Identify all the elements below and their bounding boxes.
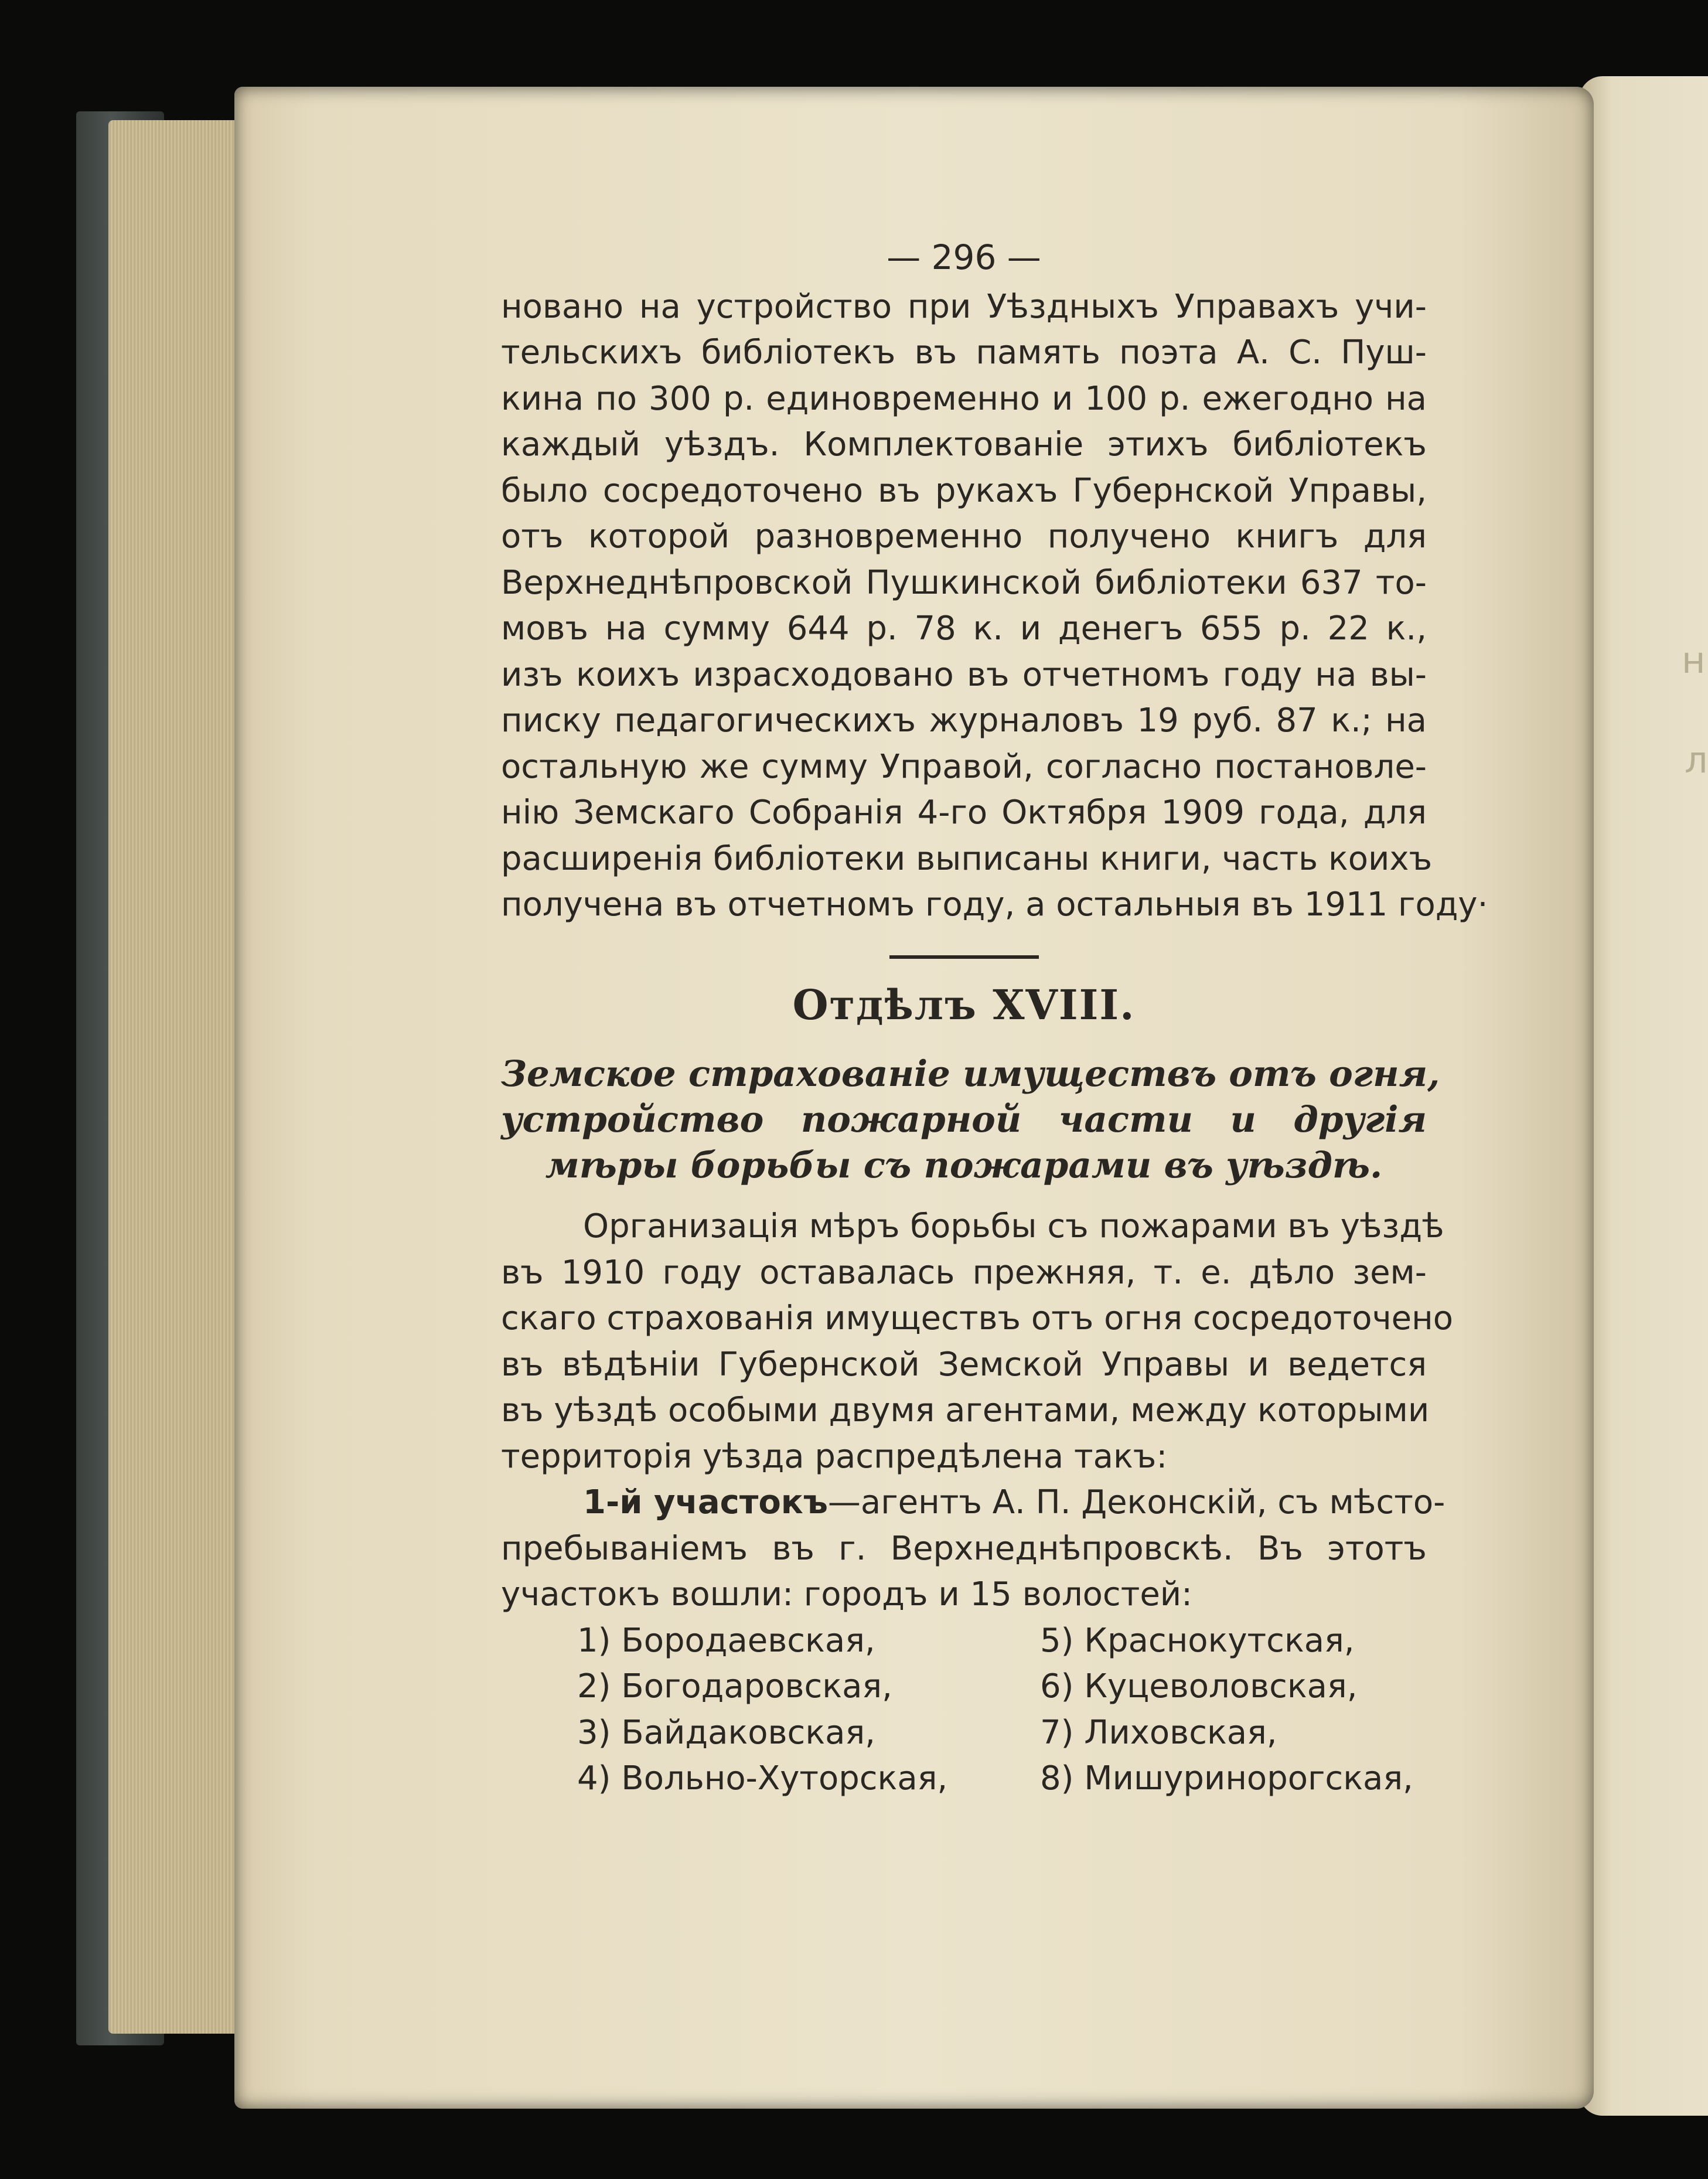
facing-page-fragment: [1579, 76, 1708, 2116]
list-item: 8) Мишуринорогская,: [1040, 1759, 1413, 1797]
subtitle-line: мѣры борьбы съ пожарами въ уѣздѣ.: [545, 1145, 1383, 1186]
text-line: въ вѣдѣніи Губернской Земской Управы и ведется: [501, 1345, 1427, 1384]
text-line: [501, 1480, 1446, 1526]
page-text: [501, 234, 1488, 1802]
text-line: отъ которой разновременно получено книгъ для: [501, 517, 1427, 556]
section-subtitle: [501, 1051, 1440, 1189]
text-line: остальную же сумму Управой, согласно постановле-: [501, 747, 1427, 786]
text-line: въ 1910 году оставалась прежняя, т. е. дѣло зем-: [501, 1253, 1427, 1292]
subtitle-line: устройство пожарной части и другія: [501, 1099, 1427, 1140]
text-line: нію Земскаго Собранія 4-го Октября 1909 года, для: [501, 794, 1427, 832]
facing-page-letter: л: [1685, 738, 1708, 781]
text-line: въ уѣздѣ особыми двумя агентами, между которыми: [501, 1391, 1430, 1429]
text-line: Организація мѣръ борьбы съ пожарами въ уѣздѣ: [583, 1207, 1444, 1245]
list-item: 5) Краснокутская,: [1040, 1621, 1355, 1660]
list-item: 2) Богодаровская,: [577, 1667, 892, 1705]
subtitle-line: Земское страхованіе имуществъ отъ огня,: [501, 1053, 1440, 1095]
page-edges: [108, 120, 255, 2034]
list-item: 4) Вольно-Хуторская,: [577, 1759, 948, 1797]
text-line: участокъ вошли: городъ и 15 волостей:: [501, 1575, 1193, 1613]
list-item: 1) Бородаевская,: [577, 1621, 875, 1660]
section-title: Отдѣлъ XVIII.: [792, 980, 1136, 1029]
paragraph-1: [501, 284, 1488, 928]
line-rest: —агентъ А. П. Деконскій, съ мѣсто-: [827, 1483, 1446, 1521]
text-line: Верхнеднѣпровской Пушкинской библіотеки 637 то-: [501, 563, 1427, 602]
paragraph-2: [501, 1204, 1453, 1480]
list-item: 7) Лиховская,: [1040, 1713, 1277, 1752]
list-item: 3) Байдаковская,: [577, 1713, 875, 1752]
page-number: — 296 —: [887, 237, 1041, 277]
text-line: каждый уѣздъ. Комплектованіе этихъ библіотекъ: [501, 425, 1427, 464]
text-line: писку педагогическихъ журналовъ 19 руб. 87 к.; на: [501, 702, 1427, 740]
text-line: изъ коихъ израсходовано въ отчетномъ году на вы-: [501, 655, 1427, 694]
facing-page-letter: н: [1682, 639, 1706, 682]
text-line: было сосредоточено въ рукахъ Губернской Управы,: [501, 471, 1427, 510]
text-line: кина по 300 р. единовременно и 100 р. ежегодно на: [501, 379, 1427, 418]
district-lead: 1-й участокъ: [583, 1483, 828, 1521]
text-line: получена въ отчетномъ году, а остальныя въ 1911 году·: [501, 886, 1488, 924]
text-line: пребываніемъ въ г. Верхнеднѣпровскѣ. Въ этотъ: [501, 1529, 1427, 1568]
list-item: 6) Куцеволовская,: [1040, 1667, 1358, 1705]
text-line: новано на устройство при Уѣздныхъ Управахъ учи-: [501, 287, 1427, 326]
paragraph-3: [501, 1480, 1446, 1618]
text-line: территорія уѣзда распредѣлена такъ:: [501, 1437, 1168, 1476]
text-line: расширенія библіотеки выписаны книги, часть коихъ: [501, 839, 1433, 878]
volost-list: [577, 1618, 1427, 1802]
text-line: тельскихъ библіотекъ въ память поэта А. С. Пуш-: [501, 333, 1427, 372]
section-divider: [889, 955, 1039, 959]
text-line: мовъ на сумму 644 р. 78 к. и денегъ 655 р. 22 к.,: [501, 610, 1427, 648]
text-line: скаго страхованія имуществъ отъ огня сосредоточено: [501, 1299, 1453, 1337]
